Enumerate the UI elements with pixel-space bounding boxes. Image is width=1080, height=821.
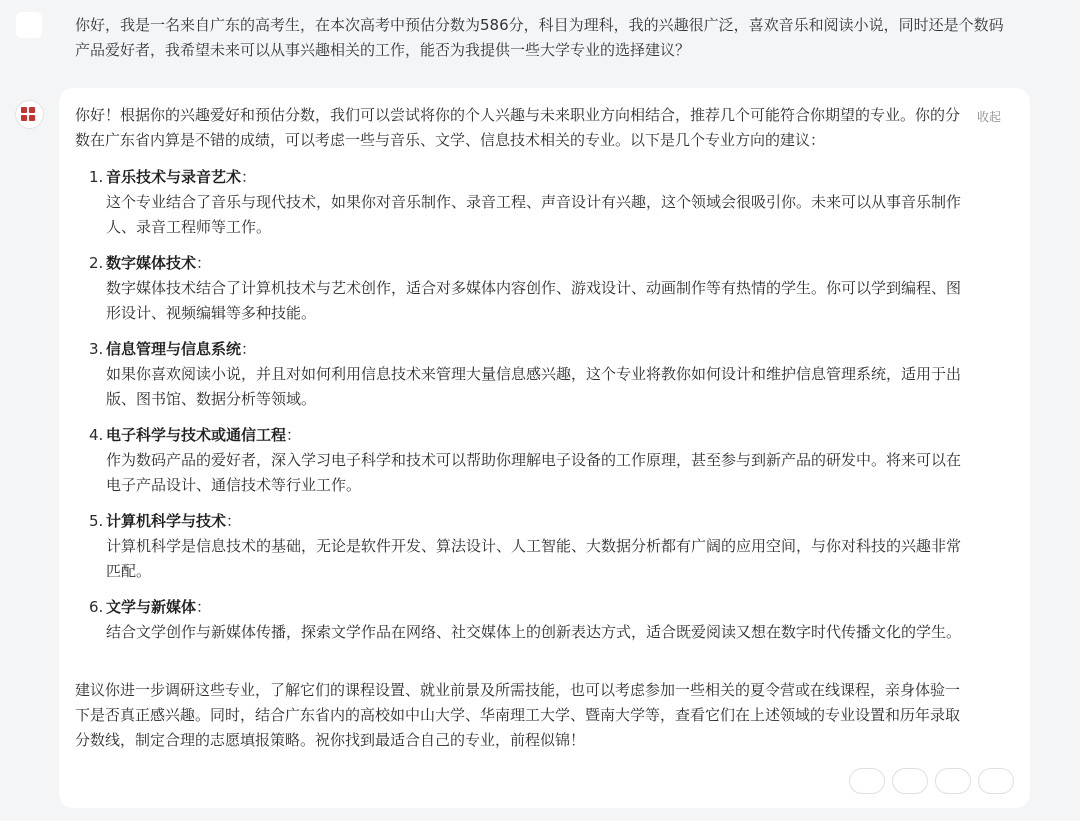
like-button[interactable] — [935, 768, 971, 794]
major-description: 这个专业结合了音乐与现代技术，如果你对音乐制作、录音工程、声音设计有兴趣，这个领域会很吸引你。未来可以从事音乐制作人、录音工程师等工作。 — [106, 193, 962, 236]
list-item — [75, 595, 975, 645]
title-colon: ： — [241, 168, 257, 186]
major-description: 作为数码产品的爱好者，深入学习电子科学和技术可以帮助你理解电子设备的工作原理，甚至参与到新产品的研发中。将来可以在电子产品设计、通信技术等行业工作。 — [106, 451, 962, 494]
user-message-text: 你好，我是一名来自广东的高考生，在本次高考中预估分数为586分，科目为理科，我的兴趣很广泛，喜欢音乐和阅读小说，同时还是个数码产品爱好者，我希望未来可以从事兴趣相关的工作，能否为我提供一些大学专业的选择建议？ — [75, 16, 1004, 59]
list-item — [75, 337, 975, 412]
list-item-number: 3. — [89, 340, 104, 358]
major-description: 数字媒体技术结合了计算机技术与艺术创作，适合对多媒体内容创作、游戏设计、动画制作等有热情的学生。你可以学到编程、图形设计、视频编辑等多种技能。 — [106, 279, 962, 322]
list-item-number: 2. — [89, 254, 104, 272]
title-colon: ： — [286, 426, 302, 444]
list-item-number: 6. — [89, 598, 104, 616]
regenerate-button[interactable] — [892, 768, 928, 794]
major-title: 文学与新媒体 — [106, 598, 197, 616]
assistant-logo-icon — [29, 115, 35, 121]
copy-button[interactable] — [849, 768, 885, 794]
assistant-closing-text: 建议你进一步调研这些专业，了解它们的课程设置、就业前景及所需技能，也可以考虑参加一些相关的夏令营或在线课程，亲身体验一下是否真正感兴趣。同时，结合广东省内的高校如中山大学、华南理工大学、暨南大学等，查看它们在上述领域的专业设置和历年录取分数线，制定合理的志愿填报策略。祝你找到最适合自己的专业，前程似锦！ — [75, 681, 961, 749]
major-description: 计算机科学是信息技术的基础，无论是软件开发、算法设计、人工智能、大数据分析都有广阔的应用空间，与你对科技的兴趣非常匹配。 — [106, 537, 962, 580]
assistant-logo-icon — [21, 107, 27, 113]
title-colon: ： — [196, 598, 212, 616]
list-item-number: 4. — [89, 426, 104, 444]
major-description: 如果你喜欢阅读小说，并且对如何利用信息技术来管理大量信息感兴趣，这个专业将教你如何设计和维护信息管理系统，适用于出版、图书馆、数据分析等领域。 — [106, 365, 962, 408]
dislike-button[interactable] — [978, 768, 1014, 794]
list-item-number: 1. — [89, 168, 104, 186]
title-colon: ： — [241, 340, 257, 358]
assistant-avatar — [16, 101, 43, 128]
list-item — [75, 509, 975, 584]
message-action-bar — [849, 768, 1014, 794]
list-item — [75, 251, 975, 326]
major-title: 电子科学与技术或通信工程 — [106, 426, 287, 444]
list-item — [75, 165, 975, 240]
title-colon: ： — [196, 254, 212, 272]
assistant-intro-text: 你好！根据你的兴趣爱好和预估分数，我们可以尝试将你的个人兴趣与未来职业方向相结合，推荐几个可能符合你期望的专业。你的分数在广东省内算是不错的成绩，可以考虑一些与音乐、文学、信息技术相关的专业。以下是几个专业方向的建议： — [75, 106, 961, 149]
list-item-number: 5. — [89, 512, 104, 530]
major-title: 数字媒体技术 — [106, 254, 197, 272]
major-description: 结合文学创作与新媒体传播，探索文学作品在网络、社交媒体上的创新表达方式，适合既爱阅读又想在数字时代传播文化的学生。 — [106, 623, 962, 641]
major-title: 计算机科学与技术 — [106, 512, 227, 530]
assistant-logo-icon — [21, 115, 27, 121]
title-colon: ： — [226, 512, 242, 530]
major-suggestion-list — [75, 165, 975, 656]
user-message-row — [0, 0, 1080, 80]
major-title: 信息管理与信息系统 — [106, 340, 242, 358]
major-title: 音乐技术与录音艺术 — [106, 168, 242, 186]
user-avatar — [16, 12, 42, 38]
list-item — [75, 423, 975, 498]
collapse-button[interactable]: 收起 — [977, 110, 1002, 124]
assistant-logo-icon — [29, 107, 35, 113]
